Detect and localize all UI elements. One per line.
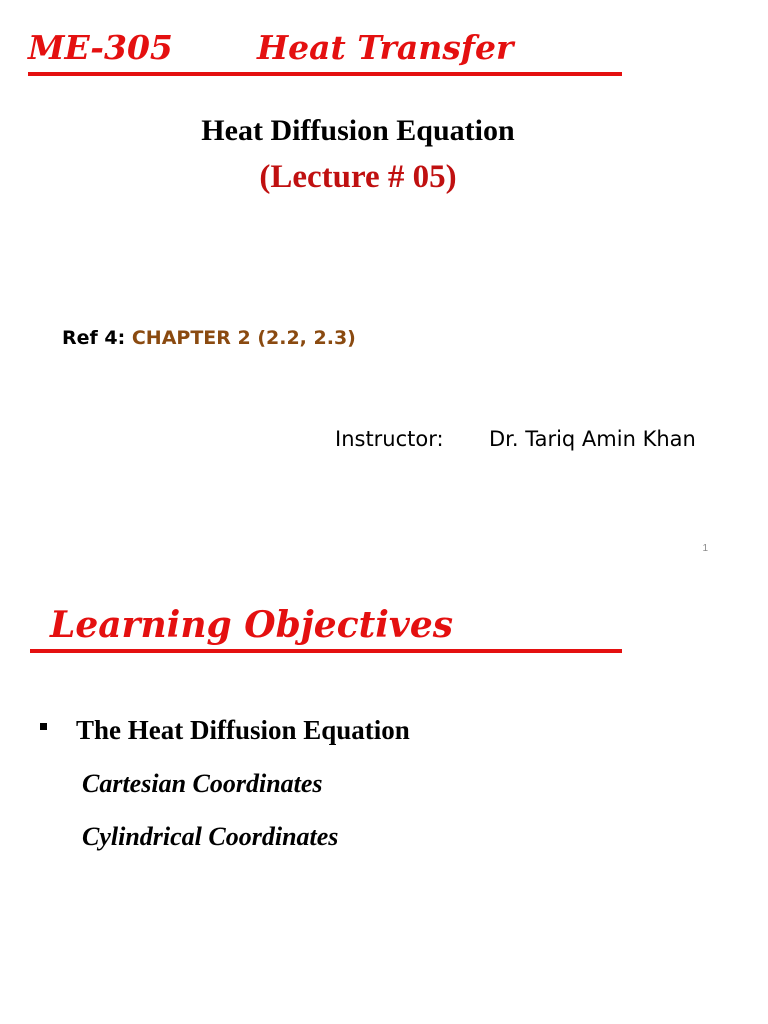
sub-item-cartesian: Cartesian Coordinates bbox=[82, 769, 323, 798]
list-item bbox=[38, 713, 688, 749]
slide-number: 1 bbox=[702, 543, 708, 554]
reference bbox=[62, 325, 356, 351]
sub-item-cylindrical: Cylindrical Coordinates bbox=[82, 822, 339, 851]
objectives-heading: Learning Objectives bbox=[50, 604, 454, 646]
instructor-name: Dr. Tariq Amin Khan bbox=[489, 427, 696, 451]
lecture-title: Heat Diffusion Equation bbox=[201, 114, 515, 147]
course-title bbox=[28, 24, 628, 72]
reference-label: Ref 4: bbox=[62, 327, 132, 349]
heading-underline bbox=[30, 649, 622, 653]
instructor-label: Instructor: bbox=[335, 427, 444, 451]
reference-chapter: CHAPTER 2 (2.2, 2.3) bbox=[131, 327, 356, 349]
title-underline bbox=[28, 72, 622, 76]
bullet-text: The Heat Diffusion Equation bbox=[76, 715, 410, 745]
lecture-number: (Lecture # 05) bbox=[259, 159, 457, 195]
square-bullet-icon bbox=[40, 723, 47, 730]
course-name: Heat Transfer bbox=[257, 28, 514, 67]
course-code: ME-305 bbox=[28, 28, 173, 67]
objectives-list bbox=[38, 713, 688, 851]
objectives-slide bbox=[0, 577, 768, 1024]
instructor bbox=[335, 425, 696, 453]
